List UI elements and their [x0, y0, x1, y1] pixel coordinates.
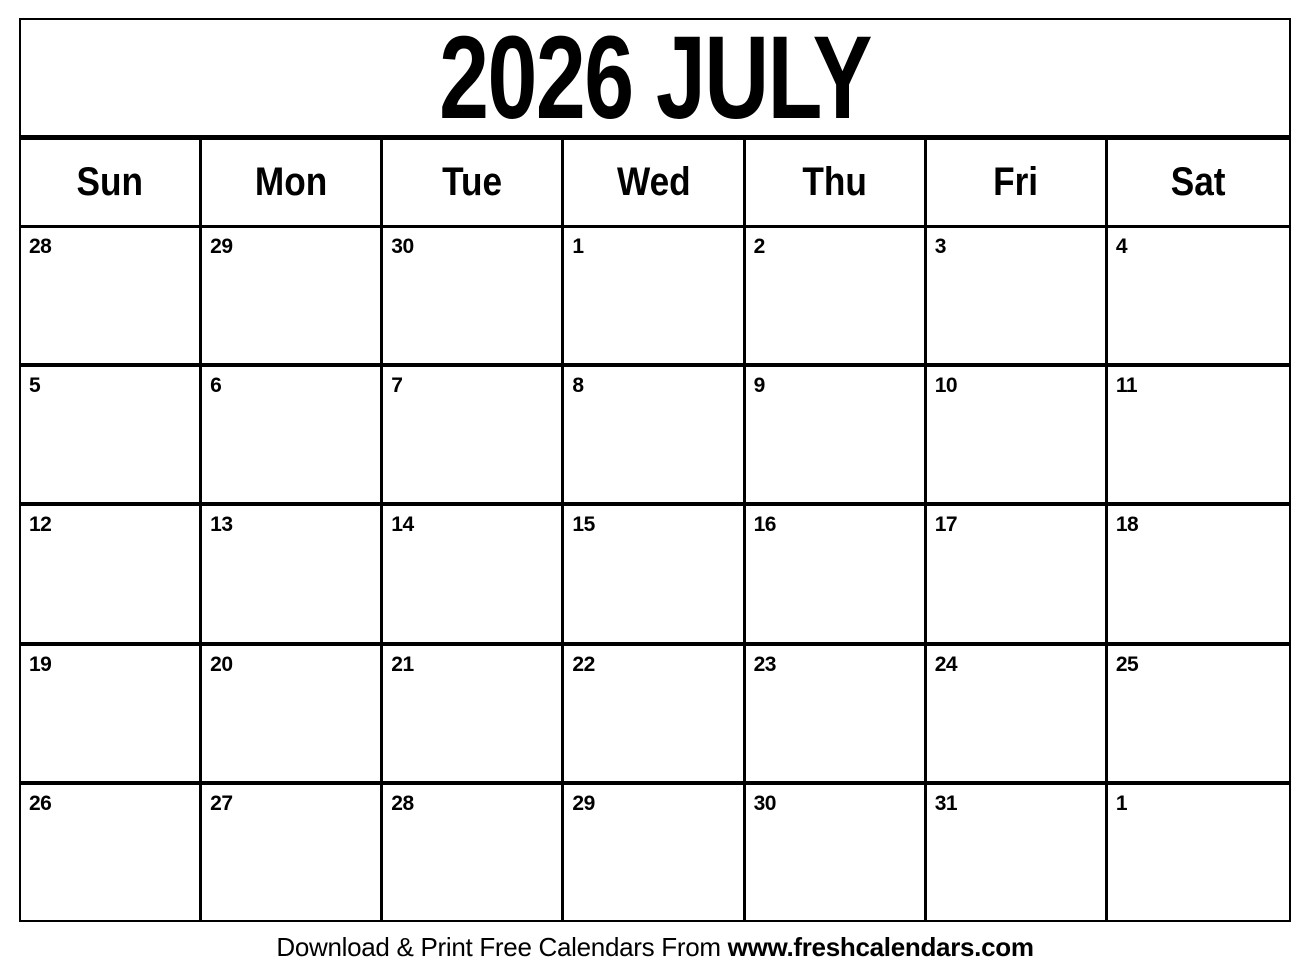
- day-cell: [21, 228, 202, 363]
- week-row-5: [21, 785, 1289, 920]
- day-number: 6: [210, 374, 222, 398]
- day-number: 17: [934, 513, 958, 537]
- week-row-4: [21, 646, 1289, 785]
- day-number: 24: [934, 652, 958, 676]
- day-number: 30: [391, 235, 414, 258]
- day-number: 9: [753, 374, 765, 398]
- weekday-label: Sat: [1171, 160, 1226, 204]
- day-number: 19: [29, 652, 52, 676]
- day-cell: [383, 228, 564, 363]
- weekday-label: Wed: [616, 160, 691, 204]
- day-number: 26: [29, 791, 52, 815]
- day-cell: [383, 506, 564, 641]
- weekday-label: Tue: [442, 160, 503, 204]
- day-cell: [1108, 506, 1289, 641]
- calendar: [19, 11, 1291, 922]
- day-number: 25: [1115, 652, 1139, 676]
- day-cell: [1108, 367, 1289, 502]
- day-number: 1: [1115, 791, 1128, 815]
- day-cell: [564, 646, 745, 781]
- day-number: 22: [572, 652, 595, 676]
- day-cell: [927, 785, 1108, 920]
- weekday-wed: [564, 140, 745, 225]
- day-number: 10: [934, 374, 958, 398]
- weekday-sun: [21, 140, 202, 225]
- day-cell: [1108, 646, 1289, 781]
- day-cell: [746, 506, 927, 641]
- day-number: 11: [1115, 374, 1138, 398]
- day-number: 23: [753, 652, 776, 676]
- day-number: 30: [753, 791, 776, 815]
- day-number: 29: [572, 791, 595, 815]
- day-cell: [21, 367, 202, 502]
- week-row-3: [21, 506, 1289, 645]
- day-number: 8: [572, 374, 584, 398]
- day-cell: [746, 785, 927, 920]
- day-cell: [202, 785, 383, 920]
- day-number: 21: [391, 652, 414, 676]
- day-cell: [1108, 228, 1289, 363]
- day-cell: [564, 367, 745, 502]
- weekday-header-row: [21, 140, 1289, 228]
- day-cell: [564, 785, 745, 920]
- day-cell: [202, 646, 383, 781]
- weekday-label: Thu: [802, 160, 867, 204]
- footer-website-link[interactable]: www.freshcalendars.com: [727, 932, 1034, 962]
- day-cell: [927, 506, 1108, 641]
- day-number: 28: [29, 235, 52, 258]
- weekday-sat: [1108, 140, 1289, 225]
- day-number: 14: [391, 513, 414, 537]
- day-number: 13: [210, 513, 233, 537]
- weekday-label: Mon: [255, 160, 328, 204]
- day-cell: [927, 646, 1108, 781]
- day-number: 5: [29, 374, 41, 398]
- weekday-thu: [746, 140, 927, 225]
- day-number: 12: [29, 513, 52, 537]
- day-number: 2: [753, 235, 765, 258]
- day-cell: [383, 646, 564, 781]
- calendar-title-box: [21, 11, 1289, 144]
- week-row-1: [21, 228, 1289, 367]
- day-number: 31: [934, 791, 958, 815]
- day-cell: [927, 228, 1108, 363]
- day-number: 15: [572, 513, 595, 537]
- day-number: 1: [572, 235, 584, 258]
- day-cell: [21, 646, 202, 781]
- day-number: 16: [753, 513, 776, 537]
- day-cell: [383, 785, 564, 920]
- week-row-2: [21, 367, 1289, 506]
- calendar-title: 2026 JULY: [439, 11, 871, 144]
- day-number: 18: [1115, 513, 1139, 537]
- day-cell: [202, 506, 383, 641]
- day-cell: [927, 367, 1108, 502]
- day-cell: [383, 367, 564, 502]
- footer-text: Download & Print Free Calendars From: [276, 932, 728, 962]
- weekday-label: Sun: [76, 160, 144, 204]
- day-cell: [21, 506, 202, 641]
- weekday-tue: [383, 140, 564, 225]
- day-cell: [746, 646, 927, 781]
- day-cell: [564, 506, 745, 641]
- weekday-fri: [927, 140, 1108, 225]
- day-cell: [564, 228, 745, 363]
- day-cell: [746, 367, 927, 502]
- footer: [0, 932, 1310, 963]
- day-number: 28: [391, 791, 414, 815]
- day-cell: [746, 228, 927, 363]
- day-number: 20: [210, 652, 233, 676]
- weekday-label: Fri: [993, 160, 1039, 204]
- day-number: 29: [210, 235, 233, 258]
- weekday-mon: [202, 140, 383, 225]
- day-cell: [21, 785, 202, 920]
- day-number: 7: [391, 374, 403, 398]
- day-cell: [1108, 785, 1289, 920]
- day-cell: [202, 228, 383, 363]
- day-cell: [202, 367, 383, 502]
- day-number: 3: [934, 235, 946, 258]
- day-number: 27: [210, 791, 233, 815]
- day-number: 4: [1115, 235, 1128, 258]
